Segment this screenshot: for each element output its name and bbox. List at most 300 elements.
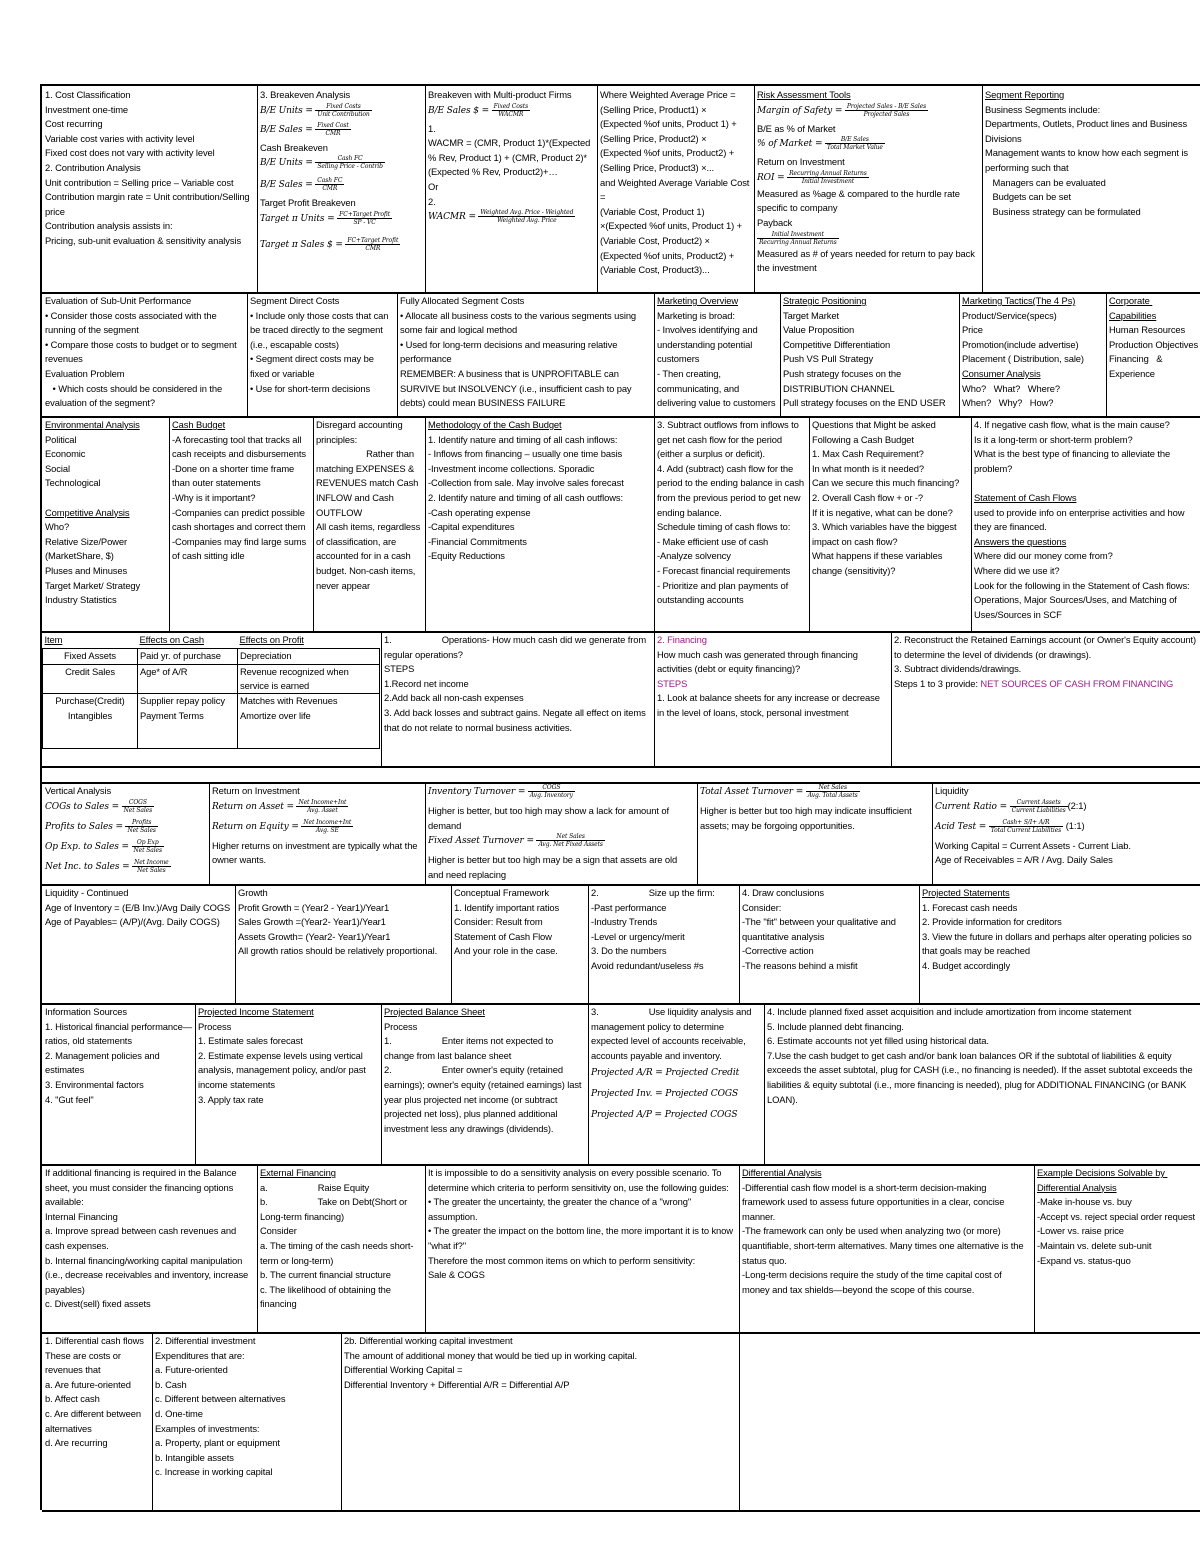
text-line: (Variable Cost, Product2) ×: [600, 234, 710, 246]
text-line: Consider: Result from Statement of Cash Flow: [454, 916, 552, 942]
text-line: STEPS: [384, 663, 415, 675]
formula-numerator: COGS: [528, 784, 575, 792]
section-title: 3. Breakeven Analysis: [260, 89, 351, 100]
row-divider: [42, 1510, 1200, 1512]
text-line: 2b. Differential working capital investment: [344, 1335, 513, 1346]
operations-cell: [381, 633, 654, 766]
vertical-analysis-cell: [42, 784, 209, 884]
text-line: 3. Apply tax rate: [198, 1093, 264, 1105]
risk-assessment-cell: [754, 88, 982, 292]
text-line: 4. Include planned fixed asset acquisition and include amortization from income statement: [767, 1006, 1132, 1017]
text-line: Steps 1 to 3 provide:: [894, 677, 981, 689]
text-line: 2. Management policies and estimates: [45, 1049, 163, 1076]
formula-numerator: Net Sales: [806, 784, 860, 792]
text-line: Sales Growth =(Year2- Year1)/Year1: [238, 916, 386, 928]
text-line: 3. Subtract dividends/drawings.: [894, 663, 1022, 675]
formula-label: Current Ratio =: [935, 801, 1008, 812]
example-decisions-cell: [1034, 1166, 1200, 1332]
text-line: -Lower vs. raise price: [1037, 1225, 1124, 1237]
corporate-capabilities-cell: [1106, 294, 1200, 416]
text-line: Assets Growth= (Year2- Year1)/Year1: [238, 930, 391, 942]
formula-denominator: Weighted Avg. Price: [497, 217, 557, 225]
section-title: Risk Assessment Tools: [757, 89, 851, 100]
table-cell: Purchase(Credit): [43, 693, 138, 709]
section-title: Answers the questions: [974, 535, 1067, 547]
text-line: Internal Financing: [45, 1210, 118, 1222]
formula-denominator: Current Liabilities: [1011, 806, 1066, 814]
text-line: 2. Identify nature and timing of all cash outflows:: [428, 491, 624, 503]
text-line: 6. Estimate accounts not yet filled using historical data.: [767, 1035, 989, 1047]
section-title: External Financing: [260, 1167, 336, 1178]
text-line: Age of Receivables = A/R / Avg. Daily Sales: [935, 854, 1113, 866]
section-title: Projected Statements: [922, 887, 1010, 898]
text-line: It is impossible to do a sensitivity analysis on every possible scenario. To determine which criteria to perform sensitivity on, use the following guides:: [428, 1167, 729, 1193]
text-line: Higher is better, but too high may show a lack for amount of demand: [428, 805, 672, 831]
information-sources-cell: [42, 1005, 195, 1164]
formula-denominator: Total Market Value: [826, 144, 883, 152]
text-line: The amount of additional money that would be tied up in working capital.: [344, 1349, 637, 1361]
text-line: Product/Service(specs): [962, 309, 1057, 321]
text-line: Working Capital = Current Assets - Current Liab.: [935, 839, 1131, 851]
formula-denominator: Avg. Asset: [307, 806, 338, 814]
formula-label: Margin of Safety =: [757, 105, 843, 116]
text-line: REMEMBER: A business that is UNPROFITABLE can SURVIVE but INSOLVENCY (i.e., insufficient cash to pay debts) could mean BUSINESS FAILURE: [400, 367, 635, 409]
text-line: Push strategy focuses on the DISTRIBUTION CHANNEL: [783, 367, 904, 394]
text-line: Measured as # of years needed for return to pay back the investment: [757, 247, 978, 274]
text-line: b. Cash: [155, 1378, 187, 1390]
projected-income-statement-cell: [195, 1005, 381, 1164]
text-line: Competitive Differentiation: [783, 338, 891, 350]
column-header: Item: [44, 634, 63, 645]
text-line: Investment one-time: [45, 103, 129, 115]
formula-denominator: CMR: [365, 244, 381, 252]
text-line: b. Intangible assets: [155, 1451, 234, 1463]
text-line: Departments, Outlets, Product lines and Business Divisions: [985, 118, 1190, 144]
text-line: 1. Operations- How much cash did we generate from regular operations?: [384, 634, 649, 660]
text-line: 3. Use liquidity analysis and management policy to determine expected level of accounts receivable, accounts payable and inventory.: [591, 1006, 754, 1061]
disregard-accounting-cell: [313, 418, 425, 631]
text-line: All cash items, regardless of classification, are accounted for in a cash budget. Non-cash items, never appear: [316, 521, 423, 591]
text-line: Political: [45, 433, 77, 445]
text-line: Economic: [45, 448, 86, 460]
text-line: - Then creating, communicating, and delivering value to customers: [657, 367, 776, 409]
text-line: Social: [45, 462, 70, 474]
cash-budget-methodology-cell: [425, 418, 654, 631]
formula-label: Total Asset Turnover =: [700, 787, 804, 797]
formula-denominator: SP - VC: [353, 218, 376, 226]
section-title: Example Decisions Solvable by Differential Analysis: [1037, 1167, 1168, 1193]
spacer: [45, 491, 166, 506]
text-line: 2.: [428, 195, 436, 207]
text-line: Examples of investments:: [155, 1422, 260, 1434]
text-line: Higher is better but too high may indicate insufficient assets; may be forgoing opportunities.: [700, 805, 915, 831]
section-title: Marketing Overview: [657, 295, 739, 306]
text-line: • The greater the uncertainty, the greater the chance of a "wrong" assumption.: [428, 1196, 694, 1222]
section-title: Strategic Positioning: [783, 295, 867, 306]
table-cell: Amortize over life: [238, 709, 380, 749]
section-title: Fully Allocated Segment Costs: [400, 295, 525, 306]
text-line: - Forecast financial requirements: [657, 564, 791, 576]
cheat-sheet: [40, 84, 1200, 1510]
formula-denominator: Net Sales: [123, 806, 153, 814]
formula-denominator: Avg. Inventory: [529, 792, 573, 800]
formula-denominator: Net Sales: [127, 826, 156, 834]
text-line: • Used for long-term decisions and measuring relative performance: [400, 338, 620, 365]
section-title: Marketing Tactics(The 4 Ps): [962, 295, 1076, 306]
text-line: • Include only those costs that can be traced directly to the segment (i.e., escapable costs): [250, 309, 391, 350]
text-line: used to provide info on enterprise activities and how they are financed.: [974, 506, 1187, 533]
text-line: -Companies can predict possible cash shortages and correct them: [172, 506, 308, 533]
text-line: 1. Differential cash flows: [45, 1335, 144, 1346]
cash-budget-questions-cell: [809, 418, 971, 631]
formula-label: B/E Sales =: [260, 180, 313, 191]
weighted-average-cell: [597, 88, 754, 292]
text-line: (Selling Price, Product3) ×...: [600, 161, 714, 173]
text-line: c. Divest(sell) fixed assets: [45, 1298, 151, 1310]
text-line: Disregard accounting principles:: [316, 419, 406, 445]
text-line: 1. Identify nature and timing of all cash inflows:: [428, 433, 618, 445]
text-line: Contribution analysis assists in:: [45, 220, 173, 232]
formula-denominator: Avg. Net Fixed Assets: [538, 841, 603, 849]
text-line: Experience: [1109, 367, 1155, 379]
text-line: Rather than matching EXPENSES & REVENUES match Cash INFLOW and Cash OUTFLOW: [316, 448, 421, 518]
formula-numerator: B/E Sales: [825, 136, 885, 144]
text-line: Higher returns on investment are typically what the owner wants.: [212, 839, 420, 866]
text-line: -Accept vs. reject special order request: [1037, 1210, 1196, 1222]
segment-reporting-cell: [982, 88, 1200, 292]
text-line: -Done on a shorter time frame than outer statements: [172, 462, 297, 489]
text-line: Technological: [45, 477, 101, 489]
draw-conclusions-cell: [739, 886, 919, 1003]
text-line: 2. Contribution Analysis: [45, 161, 141, 173]
table-row: [43, 693, 380, 709]
text-line: If it is negative, what can be done?: [812, 506, 953, 518]
formula-numerator: Net Income: [134, 858, 169, 866]
formula-numerator: Op Exp: [132, 839, 164, 847]
text-line: -Equity Reductions: [428, 550, 505, 562]
text-line: Promotion(include advertise): [962, 338, 1079, 350]
text-line: What is the best type of financing to alleviate the problem?: [974, 448, 1173, 474]
formula-label: % of Market =: [757, 139, 823, 150]
strategic-positioning-cell: [780, 294, 959, 416]
external-financing-cell: [257, 1166, 425, 1332]
text-line: 2. Enter owner's equity (retained earnings); owner's equity (retained earnings) last year plus projected net income (or subtract projected net loss), plus planned additional investment less any drawings (dividends).: [384, 1064, 584, 1134]
multi-product-cell: [425, 88, 597, 292]
text-line: Measured as %age & compared to the hurdle rate specific to company: [757, 187, 963, 214]
text-line: Consider:: [742, 901, 782, 913]
formula-numerator: Cash FC: [315, 155, 384, 163]
text-line: Relative Size/Power: [45, 535, 127, 547]
text-line: Schedule timing of cash flows to:: [657, 521, 791, 533]
formula-numerator: Projected Sales - B/E Sales: [846, 102, 927, 110]
text-line: Differential Inventory + Differential A/R = Differential A/P: [344, 1378, 570, 1390]
text-line: 1. Estimate sales forecast: [198, 1035, 303, 1047]
text-line: Industry Statistics: [45, 594, 117, 606]
text-line: Who? What? Where?: [962, 382, 1060, 394]
formula-denominator: Projected Sales: [863, 110, 910, 118]
liquidity-policy-cell: [588, 1005, 764, 1164]
text-line: 3. Subtract outflows from inflows to get net cash flow for the period (either a surplus or deficit).: [657, 419, 802, 460]
text-line: -The framework can only be used when analyzing two (or more) quantifiable, short-term alternatives. Many times one alternative is the status quo.: [742, 1225, 1026, 1266]
environmental-analysis-cell: [42, 418, 169, 631]
text-line: 1. Look at balance sheets for any increase or decrease in the level of loans, stock, personal investment: [657, 692, 883, 718]
formula-denominator: Net Sales: [137, 866, 166, 874]
text-line: Financing &: [1109, 353, 1163, 365]
text-line: Pricing, sub-unit evaluation & sensitivity analysis: [45, 234, 242, 246]
text-line: 1. Historical financial performance—ratios, old statements: [45, 1020, 192, 1047]
conceptual-framework-cell: [451, 886, 588, 1003]
formula-label: B/E Units =: [260, 158, 313, 169]
text-line: Value Proposition: [783, 324, 855, 336]
table-row: [43, 709, 380, 749]
text-line: (Variable Cost, Product3)...: [600, 264, 710, 276]
text-line: -Corrective action: [742, 945, 814, 957]
formula-denominator: Initial Investment: [801, 177, 855, 185]
text-line: 4. Budget accordingly: [922, 959, 1011, 971]
text-line: (Selling Price, Product2) ×: [600, 132, 707, 144]
financing-cell: [654, 633, 891, 766]
text-line: 1. Enter items not expected to change from last balance sheet: [384, 1035, 556, 1061]
text-line: -Level or urgency/merit: [591, 930, 685, 942]
total-asset-turnover-cell: [697, 784, 932, 884]
text-line: • Use for short-term decisions: [250, 382, 371, 394]
text-line: 2. Overall Cash flow + or -?: [812, 491, 924, 503]
text-line: (Expected %of units, Product2) +: [600, 249, 735, 261]
subunit-evaluation-cell: [42, 294, 247, 416]
text-line: Production Objectives: [1109, 338, 1199, 350]
text-line: c. Are different between alternatives: [45, 1407, 144, 1434]
reconstruct-retained-earnings-cell: [891, 633, 1200, 766]
text-line: 2. Provide information for creditors: [922, 916, 1062, 928]
formula-label: Op Exp. to Sales =: [45, 841, 129, 852]
formula-numerator: FC+Target Profit: [347, 236, 399, 244]
formula-numerator: Cash FC: [317, 177, 343, 185]
text-line: (Selling Price, Product1) ×: [600, 103, 707, 115]
formula-label: Return on Equity =: [212, 821, 299, 832]
projected-statements-cell: [919, 886, 1200, 1003]
differential-working-capital-cell: [341, 1334, 739, 1510]
formula-numerator: COGS: [122, 799, 154, 807]
table-cell: Supplier repay policy: [138, 693, 238, 709]
text-line: When? Why? How?: [962, 397, 1054, 409]
text-line: - Inflows from financing – usually one time basis: [428, 448, 623, 460]
text-line: -Capital expenditures: [428, 521, 515, 533]
text-line: Higher is better but too high may be a sign that assets are old and need replacing: [428, 854, 680, 880]
formula-label: Fixed Asset Turnover =: [428, 836, 534, 847]
steps-label: STEPS: [657, 677, 688, 689]
text-line: Is it a long-term or short-term problem?: [974, 433, 1133, 445]
section-title: Environmental Analysis: [45, 419, 140, 430]
formula-denominator: Selling Price - Contrib: [317, 163, 383, 171]
liquidity-continued-cell: [42, 886, 235, 1003]
formula-label: WACMR =: [428, 212, 476, 223]
text-line: Target Market: [783, 309, 840, 321]
text-line: Management wants to know how each segment is performing such that: [985, 147, 1191, 173]
text-line: And your role in the case.: [454, 945, 558, 957]
text-line: -Companies may find large sums of cash sitting idle: [172, 535, 309, 562]
segment-direct-costs-cell: [247, 294, 397, 416]
formula-label: Target π Units =: [260, 213, 335, 224]
formula-numerator: Net Income+Int: [303, 818, 352, 826]
text-line: -Industry Trends: [591, 916, 658, 928]
text-line: Where did our money come from?: [974, 550, 1113, 562]
size-up-firm-cell: [588, 886, 739, 1003]
text-line: • Allocate all business costs to the various segments using some fair and logical method: [400, 309, 639, 336]
text-line: Can we secure this much financing?: [812, 477, 960, 489]
text-line: 1. Identify important ratios: [454, 901, 560, 913]
text-line: 3. Do the numbers: [591, 945, 667, 957]
text-line: Target Profit Breakeven: [260, 197, 356, 209]
text-line: 2. Size up the firm:: [591, 887, 715, 898]
section-title: Corporate Capabilities: [1109, 295, 1157, 321]
text-line: 2. Estimate expense levels using vertical analysis, management policy, and/or past income statements: [198, 1049, 369, 1090]
highlight-text: NET SOURCES OF CASH FROM FINANCING: [980, 677, 1174, 689]
table-cell: Paid yr. of purchase: [138, 649, 238, 665]
table-cell: Revenue recognized when service is earned: [238, 664, 380, 693]
marketing-overview-cell: [654, 294, 780, 416]
text-line: (Expected %of units, Product2) +: [600, 147, 735, 159]
text-line: -Why is it important?: [172, 491, 256, 503]
text-line: -Expand vs. status-quo: [1037, 1254, 1131, 1266]
text-line: 4. Add (subtract) cash flow for the period to the ending balance in cash from the previous period to get new ending balance.: [657, 462, 807, 518]
text-line: 5. Include planned debt financing.: [767, 1020, 904, 1032]
formula-denominator: Unit Contribution: [317, 110, 370, 118]
text-line: (MarketShare, $): [45, 550, 114, 562]
section-title: Consumer Analysis: [962, 367, 1041, 379]
table-row: [43, 664, 380, 693]
breakeven-cell: [257, 88, 425, 292]
section-title: Methodology of the Cash Budget: [428, 419, 562, 430]
text-line: Target Market/ Strategy: [45, 579, 141, 591]
table-cell: Payment Terms: [138, 709, 238, 749]
text-line: - Involves identifying and understanding potential customers: [657, 324, 761, 365]
text-line: a. Property, plant or equipment: [155, 1437, 280, 1449]
text-line: -Make in-house vs. buy: [1037, 1196, 1132, 1208]
table-header-row: [43, 633, 380, 649]
table-cell: Fixed Assets: [43, 649, 138, 665]
text-line: 2.Add back all non-cash expenses: [384, 692, 524, 704]
formula-numerator: Initial Investment: [757, 231, 839, 239]
formula-label: B/E Sales $ =: [428, 105, 490, 116]
planned-items-cell: [764, 1005, 1200, 1164]
marketing-tactics-cell: [959, 294, 1106, 416]
text-line: WACMR = (CMR, Product 1)*(Expected % Rev, Product 1) + (CMR, Product 2)*(Expected % Rev, Product2)+…: [428, 137, 593, 178]
formula-denominator: Avg. Total Assets: [807, 792, 858, 800]
text-line: -The "fit" between your qualitative and quantitative analysis: [742, 916, 899, 942]
formula-numerator: FC+Target Profit: [339, 210, 391, 218]
text-line: Price: [962, 324, 983, 336]
text-line: 3. Add back losses and subtract gains. Negate all effect on items that do not relate to normal business activities.: [384, 706, 649, 733]
text-line: Pluses and Minuses: [45, 564, 128, 576]
text-line: How much cash was generated through financing activities (debt or equity financing)?: [657, 648, 861, 675]
differential-investment-cell: [152, 1334, 341, 1510]
text-line: Where did we use it?: [974, 564, 1060, 576]
text-line: b. Affect cash: [45, 1393, 100, 1405]
inventory-turnover-cell: [425, 784, 697, 884]
text-line: Push VS Pull Strategy: [783, 353, 874, 365]
fully-allocated-costs-cell: [397, 294, 654, 416]
cash-budget-cell: [169, 418, 313, 631]
text-line: • Compare those costs to budget or to segment revenues: [45, 338, 240, 365]
text-line: c. Increase in working capital: [155, 1466, 273, 1478]
formula-label: Net Inc. to Sales =: [45, 861, 130, 872]
formula-denominator: Total Current Liabilities: [990, 826, 1062, 834]
text-line: Age of Payables= (A/P)/(Avg. Daily COGS): [45, 916, 220, 928]
effects-table-cell: [42, 633, 381, 766]
text-line: Marketing is broad:: [657, 309, 735, 321]
section-title: Competitive Analysis: [45, 506, 130, 518]
text-line: B/E as % of Market: [757, 122, 836, 134]
sensitivity-analysis-cell: [425, 1166, 739, 1332]
text-line: ×(Expected %of units, Product 1) +: [600, 220, 742, 232]
section-title: Breakeven with Multi-product Firms: [428, 89, 572, 100]
section-title: Projected Income Statement: [198, 1006, 314, 1017]
text-line: and Weighted Average Variable Cost =: [600, 176, 752, 203]
formula-numerator: Weighted Avg. Price - Weighted: [480, 209, 574, 217]
text-line: -Collection from sale. May involve sales forecast: [428, 477, 624, 489]
table-cell: Intangibles: [43, 709, 138, 749]
text-line: 1.: [428, 122, 436, 134]
text-line: These are costs or revenues that: [45, 1349, 124, 1376]
text-line: a. Improve spread between cash revenues and cash expenses.: [45, 1225, 239, 1251]
formula-line: Projected Inv. = Projected COGS: [591, 1088, 739, 1099]
text-line: -The reasons behind a misfit: [742, 959, 858, 971]
text-line: What happens if these variables change (sensitivity)?: [812, 550, 945, 576]
text-line: Differential Working Capital =: [344, 1364, 463, 1376]
text-line: Where Weighted Average Price =: [600, 89, 736, 100]
text-line: (Expected %of units, Product 1) +: [600, 118, 737, 130]
text-line: 3. Environmental factors: [45, 1078, 144, 1090]
text-line: Managers can be evaluated: [985, 176, 1106, 188]
text-line: Fixed cost does not vary with activity level: [45, 147, 215, 159]
cost-classification-cell: [42, 88, 257, 292]
text-line: 1. Max Cash Requirement?: [812, 448, 924, 460]
text-line: Consider: [260, 1225, 297, 1237]
formula-label: Inventory Turnover =: [428, 787, 526, 797]
text-line: (Variable Cost, Product 1): [600, 205, 705, 217]
table-cell: Age* of A/R: [138, 664, 238, 693]
text-line: Sale & COGS: [428, 1269, 485, 1281]
text-line: -Past performance: [591, 901, 667, 913]
ratio-target: (1:1): [1065, 819, 1085, 831]
ratio-target: (2:1): [1067, 799, 1087, 811]
section-title: Statement of Cash Flows: [974, 491, 1077, 503]
text-line: Growth: [238, 887, 268, 898]
row-divider: [42, 766, 1200, 768]
section-title: Return on Investment: [212, 785, 300, 796]
text-line: Who?: [45, 521, 70, 533]
text-line: -Financial Commitments: [428, 535, 527, 547]
text-line: Business Segments include:: [985, 103, 1101, 115]
formula-numerator: Cash+ S/I+ A/R: [989, 819, 1063, 827]
text-line: -Cash operating expense: [428, 506, 531, 518]
text-line: -Maintain vs. delete sub-unit: [1037, 1239, 1152, 1251]
text-line: Avoid redundant/useless #s: [591, 959, 704, 971]
text-line: Unit contribution = Selling price – Variable cost: [45, 176, 234, 188]
column-header: Effects on Cash: [139, 634, 205, 645]
empty-cell: [739, 1334, 1200, 1510]
text-line: Cost recurring: [45, 118, 103, 130]
text-line: a. The timing of the cash needs short-term or long-term): [260, 1239, 414, 1266]
text-line: 1.Record net income: [384, 677, 469, 689]
text-line: • Segment direct costs may be fixed or variable: [250, 353, 377, 379]
formula-line: Projected A/P = Projected COGS: [591, 1109, 738, 1120]
text-line: b. Take on Debt(Short or Long-term financing): [260, 1196, 410, 1222]
text-line: c. The likelihood of obtaining the financing: [260, 1283, 394, 1310]
text-line: 7.Use the cash budget to get cash and/or bank loan balances OR if the subtotal of liabilities & equity exceeds the asset subtotal, plug for CASH (i.e., no financing is needed). If the asset subtotal exceeds the liabilities & equity subtotal (i.e., more financing is needed), plug for ADDITIONAL FINANCING (or BANK LOAN).: [767, 1049, 1196, 1105]
text-line: Process: [384, 1020, 418, 1032]
section-title: Cash Budget: [172, 419, 226, 430]
